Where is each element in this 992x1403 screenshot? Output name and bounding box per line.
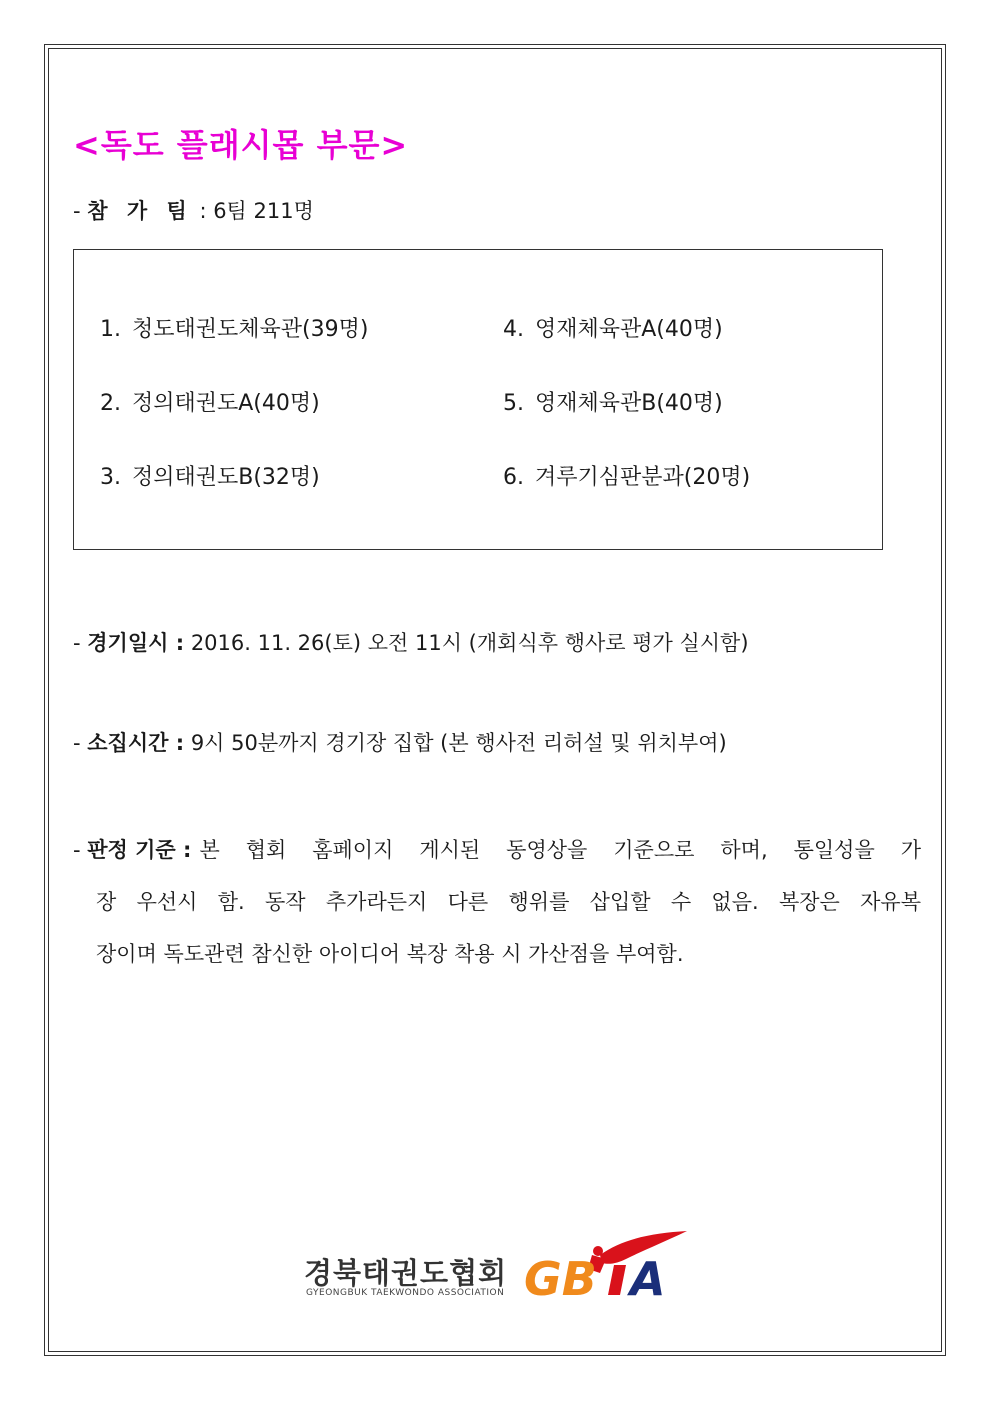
judging-label: 판정 기준 : [87, 838, 192, 862]
team-list-box [73, 249, 883, 550]
judging-text-2: 장 우선시 함. 동작 추가라든지 다른 행위를 삽입할 수 없음. 복장은 자유복 [96, 890, 921, 914]
participants-value: : 6팀 211명 [199, 199, 314, 223]
gather-time-value: 9시 50분까지 경기장 집합 (본 행사전 리허설 및 위치부여) [190, 731, 727, 755]
team-item: 3. 정의태권도B(32명) [100, 465, 320, 490]
team-item: 2. 정의태권도A(40명) [100, 391, 320, 416]
svg-text:A: A [630, 1252, 666, 1305]
gather-time-line: - 소집시간 : 9시 50분까지 경기장 집합 (본 행사전 리허설 및 위치부여) [73, 731, 727, 755]
logo-subtitle: GYEONGBUK TAEKWONDO ASSOCIATION [306, 1288, 505, 1298]
team-item: 4. 영재체육관A(40명) [503, 317, 723, 342]
judging-text-3: 장이며 독도관련 참신한 아이디어 복장 착용 시 가산점을 부여함. [96, 942, 684, 966]
logo-name: 경북태권도협회 [304, 1256, 508, 1290]
judging-line-3 [73, 928, 921, 980]
judging-text-1: 본 협회 홈페이지 게시된 동영상을 기준으로 하며, 통일성을 가 [199, 838, 921, 862]
team-item: 5. 영재체육관B(40명) [503, 391, 723, 416]
team-item: 6. 겨루기심판분과(20명) [503, 465, 751, 490]
judging-line-2 [73, 876, 921, 928]
judging-line-1: - 판정 기준 : 본 협회 홈페이지 게시된 동영상을 기준으로 하며, 통일성을 가 [73, 824, 921, 876]
gather-time-label: 소집시간 : [87, 731, 185, 755]
svg-text:GB: GB [524, 1252, 597, 1305]
page-border-inner [48, 48, 942, 1352]
match-time-value: 2016. 11. 26(토) 오전 11시 (개회식후 행사로 평가 실시함) [190, 631, 749, 655]
match-time-line: - 경기일시 : 2016. 11. 26(토) 오전 11시 (개회식후 행사로 평가 실시함) [73, 631, 749, 655]
judging-criteria [73, 824, 921, 980]
match-time-label: 경기일시 : [87, 631, 185, 655]
participants-label: 참 가 팀 [87, 199, 193, 223]
team-item: 1. 청도태권도체육관(39명) [100, 317, 369, 342]
gbta-mark-icon [522, 1225, 692, 1305]
participants-line: - 참 가 팀 : 6팀 211명 [73, 199, 314, 223]
association-logo [300, 1225, 700, 1305]
section-title: <독도 플래시몹 부문> [73, 126, 409, 164]
